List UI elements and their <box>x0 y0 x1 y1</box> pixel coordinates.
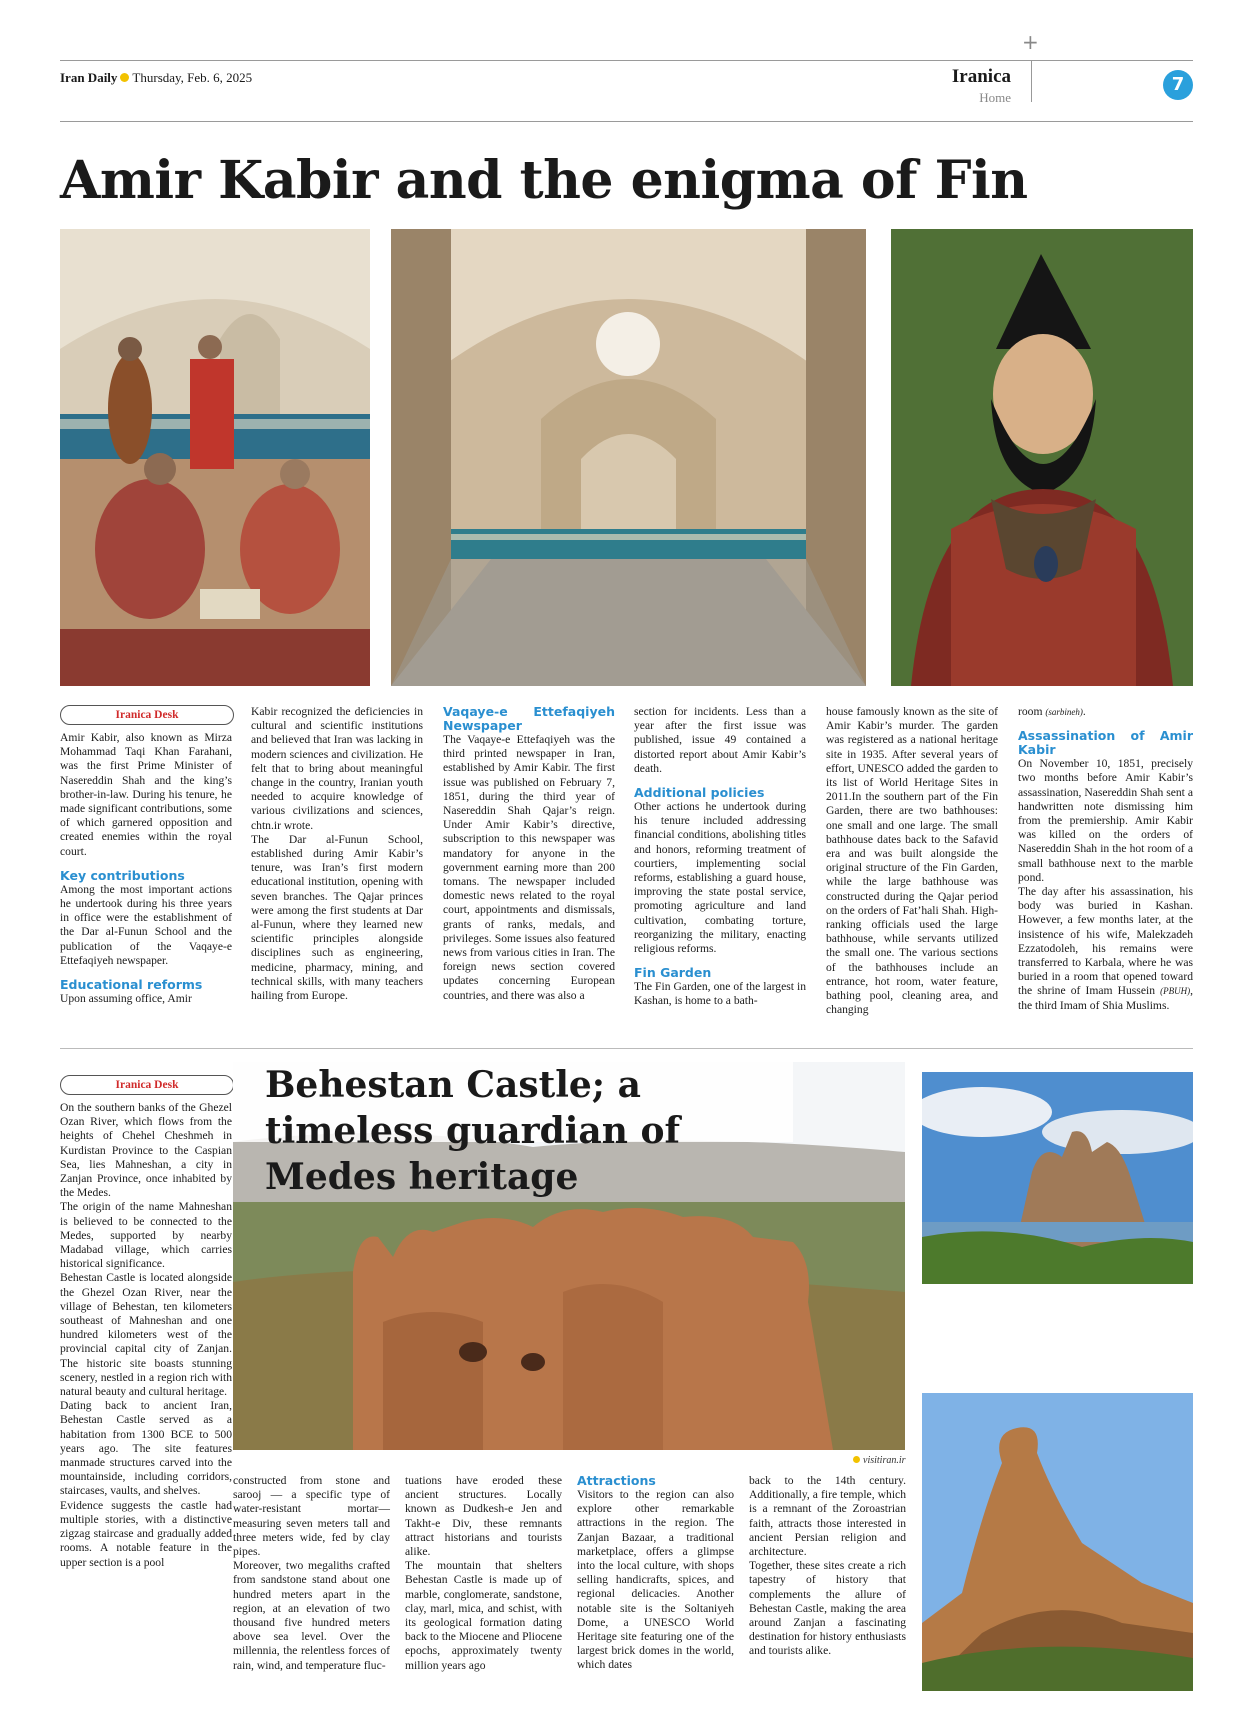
paragraph: Other actions he undertook during his tenure included addressing financial conditions, abolishing titles and honors, reforming treatment of courtiers, implementing social reforms, establishing a guard house, improving the state postal service, promoting agriculture and land cultivation, combating torture, reorganizing the military, enacting religious reforms. <box>634 800 806 956</box>
article1-column-6 <box>1018 705 1193 1013</box>
paper-name: Iran Daily <box>60 70 118 85</box>
paragraph: Moreover, two megaliths crafted from sandstone stand about one hundred meters apart in the region, at an elevation of two thousand five hundred meters above sea level. Over the millennia, the relentless forces of rain, wind, and temperature fluc- <box>233 1559 390 1672</box>
paragraph: Kabir recognized the deficiencies in cultural and scientific institutions and believed that Iran was lacking in modern sciences and civilization. He felt that to bring about meaningful change in the country, Iranian youth needed to acquire knowledge of various civilizations and sciences, chtn.ir wrote. <box>251 705 423 832</box>
section-divider <box>60 1048 1193 1049</box>
paragraph: On November 10, 1851, precisely two months before Amir Kabir’s assassination, Nasereddin Shah sent a handwritten note dismissing him from the premiership. Amir Kabir was killed on the orders of Nasereddin Shah in the hot room of a small bathhouse next to the marble pond. <box>1018 757 1193 884</box>
paragraph: section for incidents. Less than a year after the first issue was published, issue 49 contained a distorted report about Amir Kabir’s death. <box>634 705 806 775</box>
paragraph: Evidence suggests the castle had multiple stories, with a distinctive zigzag staircase and gradually added rooms. A notable feature in the upper section is a pool <box>60 1498 232 1569</box>
article1-column-5 <box>826 705 998 1017</box>
paragraph: The Vaqaye-e Ettefaqiyeh was the third printed newspaper in Iran, established by Amir Kabir. The first issue was published on February 7, 1851, during the third year of Nasereddin Shah Qajar’s reign. Under Amir Kabir’s directive, subscription to this newspaper was mandatory for anyone in the government earning more than 200 tomans. The newspaper included domestic news related to the royal court, appointments and dismissals, grants of ranks, medals, and privileges. Some issues also featured news from various cities in Iran. The foreign news section covered updates concerning European countries, and there was also a <box>443 733 615 1002</box>
photo-behestan-rock <box>922 1393 1193 1691</box>
subheading: Fin Garden <box>634 965 712 981</box>
paragraph <box>1018 705 1193 719</box>
paragraph: tuations have eroded these ancient structures. Locally known as Dudkesh-e Jen and Takht-e Div, these remnants attract historians and tourists alike. <box>405 1474 562 1559</box>
photo-credit <box>850 1455 906 1466</box>
article2-column-3 <box>405 1474 562 1673</box>
paragraph: Amir Kabir, also known as Mirza Mohammad Taqi Khan Farahani, was the first Prime Minister of Nasereddin Shah and the king’s brother-in-law. During his tenure, he made significant contributions, some of which garnered opposition and created enemies within the royal court. <box>60 731 232 858</box>
subheading: Attractions <box>577 1473 656 1488</box>
paragraph: The origin of the name Mahneshan is believed to be connected to the Medes, supported by nearby Madabad village, which carries historical significance. <box>60 1200 232 1271</box>
text: (PBUH) <box>1160 986 1191 997</box>
text: . <box>1082 705 1086 718</box>
paragraph: back to the 14th century. Additionally, a fire temple, which is a remnant of the Zoroastrian faith, attracts those interested in ancient Persian religion and architecture. <box>749 1474 906 1559</box>
subheading: Additional policies <box>634 785 765 801</box>
paragraph: The Fin Garden, one of the largest in Kashan, is home to a bath- <box>634 980 806 1008</box>
article2-desk-label: Iranica Desk <box>60 1075 234 1095</box>
photo-fin-bathhouse <box>391 229 866 686</box>
section-name: Iranica <box>951 66 1011 87</box>
paragraph: Behestan Castle is located alongside the Ghezel Ozan River, near the village of Behestan, ten kilometers southeast of Mahneshan and one hundred kilometers west of the provincial capital city of Zanjan. The historic site boasts stunning scenery, nestled in a region rich with natural beauty and cultural heritage. <box>60 1271 232 1399</box>
paragraph: Visitors to the region can also explore other remarkable attractions in the region. The Zanjan Bazaar, a traditional marketplace, offers a glimpse into the local culture, with shops selling handicrafts, spices, and regional delicacies. Another notable site is the Soltaniyeh Dome, a UNESCO World Heritage site featuring one of the largest brick domes in the world, which dates <box>577 1488 734 1672</box>
photo-behestan-cliffs <box>922 1072 1193 1284</box>
paragraph: The mountain that shelters Behestan Castle is made up of marble, conglomerate, sandstone, clay, marl, mica, and schist, with its geological formation dating back to the Miocene and Pliocene epochs, approximately twenty million years ago <box>405 1559 562 1672</box>
paragraph: Upon assuming office, Amir <box>60 992 192 1006</box>
subheading: Educational reforms <box>60 977 203 993</box>
article2-headline: Behestan Castle; a timeless guardian of Medes heritage <box>265 1064 680 1198</box>
article1-column-2 <box>251 705 423 1003</box>
subheading: Assassination of Amir Kabir <box>1018 728 1193 758</box>
article2-column-1 <box>60 1101 232 1570</box>
text: room <box>1018 705 1046 718</box>
article1-column-4 <box>634 705 806 1009</box>
header-bottom-rule <box>60 121 1193 122</box>
paragraph: constructed from stone and sarooj — a specific type of water-resistant mortar— measuring seven meters tall and three meters wide, fed by clay pipes. <box>233 1474 390 1559</box>
photo-amir-kabir-portrait <box>891 229 1193 686</box>
yellow-dot-icon <box>853 1456 860 1463</box>
text: , the third Imam of Shia Muslims. <box>1018 984 1193 1012</box>
header-divider <box>1031 60 1032 102</box>
article2-column-5 <box>749 1474 906 1659</box>
article2-column-4 <box>577 1474 734 1673</box>
paragraph <box>1018 885 1193 1013</box>
yellow-dot-icon <box>120 73 129 82</box>
article1-column-3 <box>443 705 615 1003</box>
paragraph: Together, these sites create a rich tapestry of history that complements the allure of Behestan Castle, making the area around Zanjan a fascinating destination for history enthusiasts and tourists alike. <box>749 1559 906 1658</box>
page-number-badge: 7 <box>1163 70 1193 100</box>
paragraph: The Dar al-Funun School, established during Amir Kabir’s tenure, was Iran’s first modern educational institution, opening with seven branches. The Qajar princes were among the first students at Dar al-Funun, where they learned new scientific principles alongside disciplines such as engineering, medicine, pharmacy, mining, and technical skills, with many teachers hailing from Europe. <box>251 832 423 1003</box>
masthead <box>60 70 252 86</box>
subheading: Vaqaye-e Ettefaqiyeh Newspaper <box>443 704 615 733</box>
text: The day after his assassination, his body was buried in Kashan. However, a few months later, at the insistence of his wife, Malekzadeh Ezzatodoleh, his remains were transferred to Karbala, where he was buried in a room that opened toward the shrine of Imam Hussein <box>1018 885 1193 998</box>
paragraph: On the southern banks of the Ghezel Ozan River, which flows from the heights of Chehel Cheshmeh in Kurdistan Province to the Caspian Sea, lies Mahneshan, a city in Zanjan Province, once inhabited by the Medes. <box>60 1101 232 1200</box>
paragraph: Among the most important actions he undertook during his three years in office were the establishment of the Dar al-Funun School and the publication of the Vaqaye-e Ettefaqiyeh newspaper. <box>60 882 232 967</box>
article1-headline: Amir Kabir and the enigma of Fin <box>60 150 1028 211</box>
section-subname: Home <box>979 90 1011 105</box>
article1-column-1 <box>60 731 232 1006</box>
photo-bathhouse-figures <box>60 229 370 686</box>
issue-date: Thursday, Feb. 6, 2025 <box>132 70 253 85</box>
article1-desk-label: Iranica Desk <box>60 705 234 725</box>
text: (sarbineh) <box>1045 707 1083 717</box>
subheading: Key contributions <box>60 867 185 883</box>
photo-credit-text: visitiran.ir <box>863 1455 906 1466</box>
plus-mark-icon: + <box>1022 30 1039 54</box>
paragraph: Dating back to ancient Iran, Behestan Castle served as a habitation from 1300 BCE to 500 years ago. The site features manmade structures carved into the mountainside, including corridors, staircases, vaults, and shelves. <box>60 1399 232 1498</box>
paragraph: house famously known as the site of Amir Kabir’s murder. The garden was registered as a national heritage site in 1935. After several years of effort, UNESCO added the garden to its list of World Heritage Sites in 2011.In the southern part of the Fin Garden, there are two bathhouses: one small and one large. The small bathhouse dates back to the Safavid era and was built alongside the original structure of the Fin Garden, while the large bathhouse was constructed during the Qajar period on the orders of Fat’hali Shah. High-ranking officials used the large bathhouse, while servants utilized the small one. The various sections of the bathhouses include an entrance, hot room, water feature, bathing pool, cleaning area, and changing <box>826 705 998 1017</box>
header-top-rule <box>60 60 1193 61</box>
article2-column-2 <box>233 1474 390 1673</box>
